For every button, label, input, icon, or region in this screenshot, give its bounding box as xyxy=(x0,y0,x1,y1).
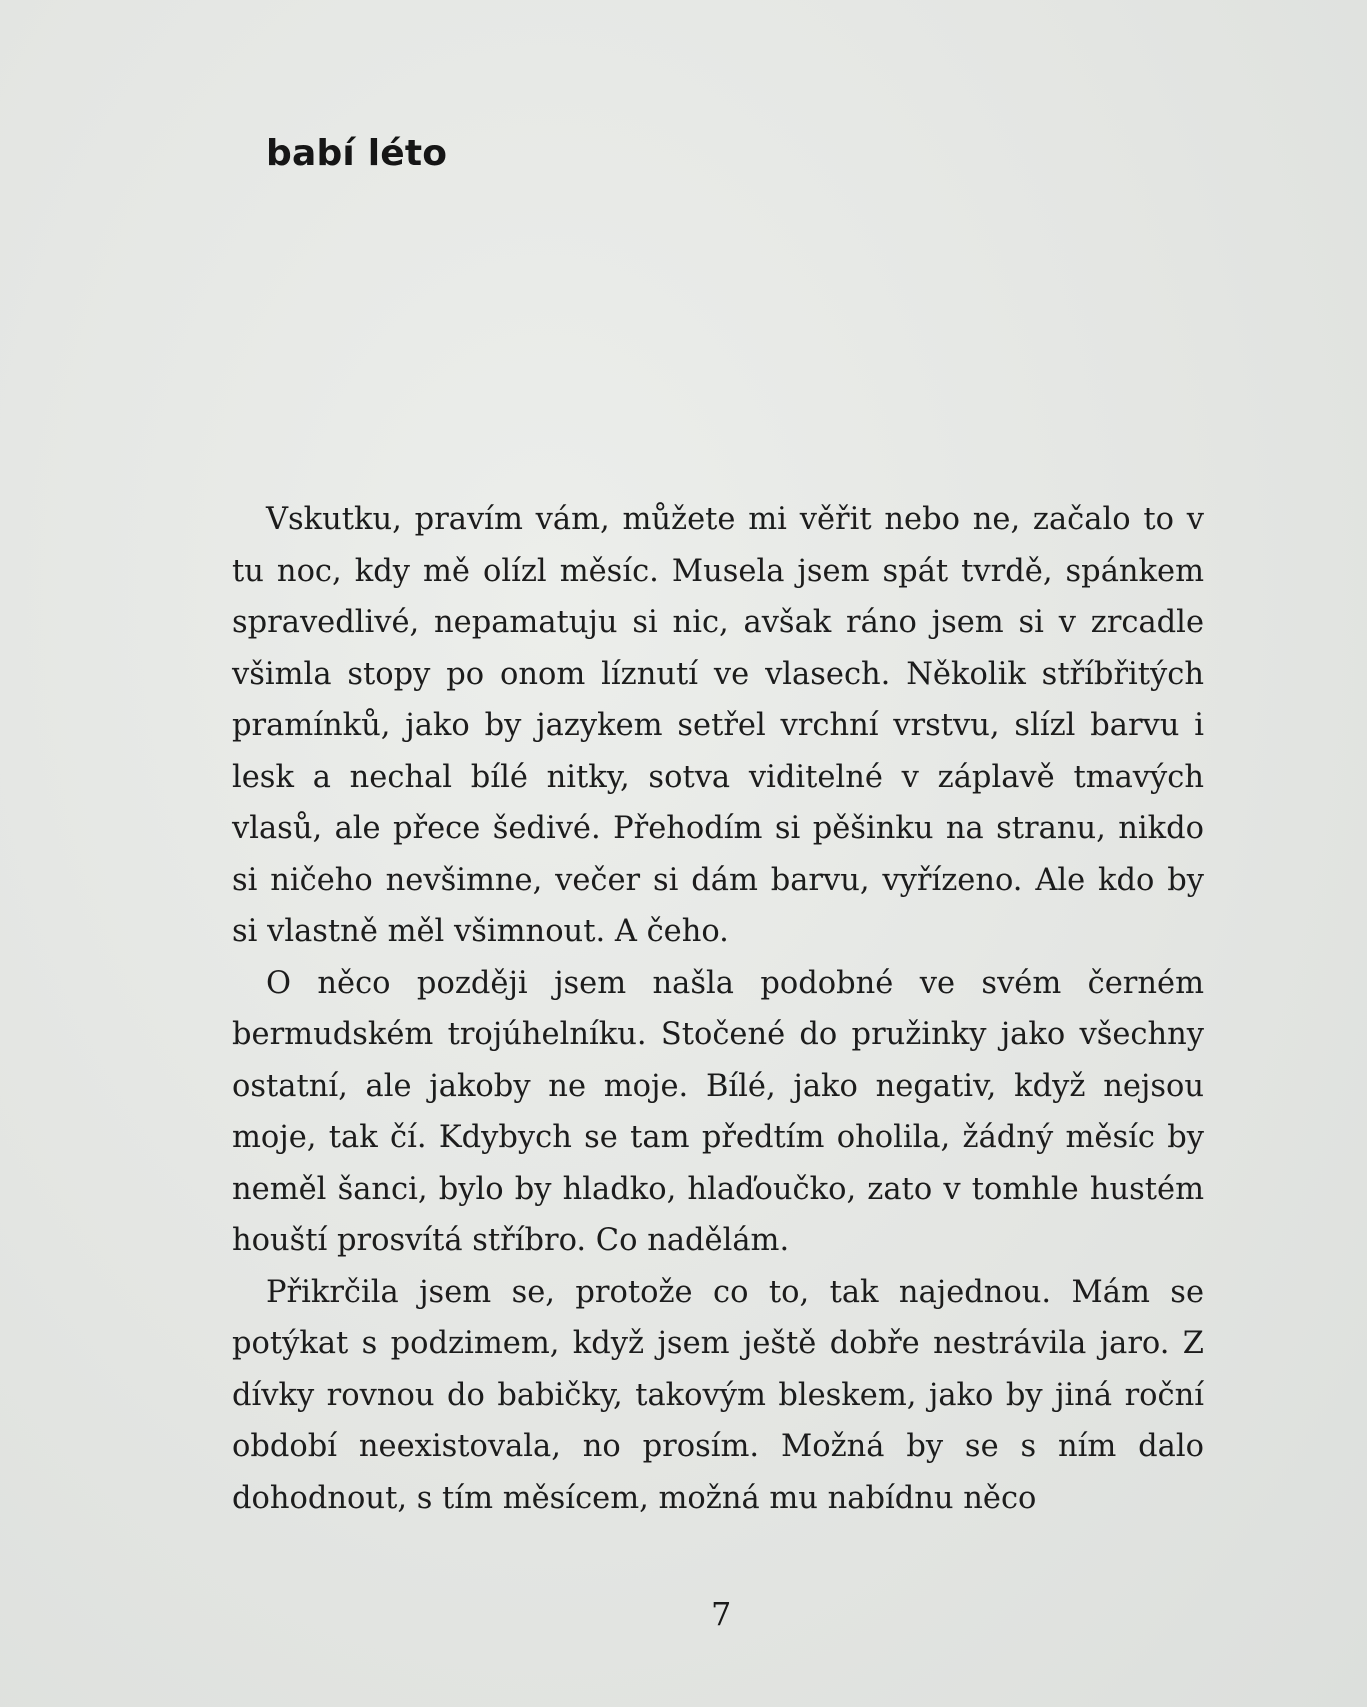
chapter-title: babí léto xyxy=(266,133,448,174)
body-text xyxy=(232,494,1204,1524)
paragraph: Vskutku, pravím vám, můžete mi věřit nebo ne, začalo to v tu noc, kdy mě olízl měsíc. Musela jsem spát tvrdě, spánkem spravedlivé, nepamatuju si nic, avšak ráno jsem si v zrcadle všimla stopy po onom líznutí ve vlasech. Několik stříbřitých pramínků, jako by jazykem setřel vrchní vrstvu, slízl barvu i lesk a nechal bílé nitky, sotva viditelné v záplavě tmavých vlasů, ale přece šedivé. Přehodím si pěšinku na stranu, nikdo si ničeho nevšimne, večer si dám barvu, vyřízeno. Ale kdo by si vlastně měl všimnout. A čeho. xyxy=(232,502,1204,949)
page-number: 7 xyxy=(711,1595,732,1633)
paragraph: Přikrčila jsem se, protože co to, tak najednou. Mám se potýkat s podzimem, když jsem ještě dobře nestrávila jaro. Z dívky rovnou do babičky, takovým bleskem, jako by jiná roční období neexistovala, no prosím. Možná by se s ním dalo dohodnout, s tím měsícem, možná mu nabídnu něco xyxy=(232,1274,1204,1516)
paragraph: O něco později jsem našla podobné ve svém černém bermudském trojúhelníku. Stočené do pružinky jako všechny ostatní, ale jakoby ne moje. Bílé, jako negativ, když nejsou moje, tak čí. Kdybych se tam předtím oholila, žádný měsíc by neměl šanci, bylo by hladko, hlaďoučko, zato v tomhle hustém houští prosvítá stříbro. Co nadělám. xyxy=(232,965,1204,1258)
